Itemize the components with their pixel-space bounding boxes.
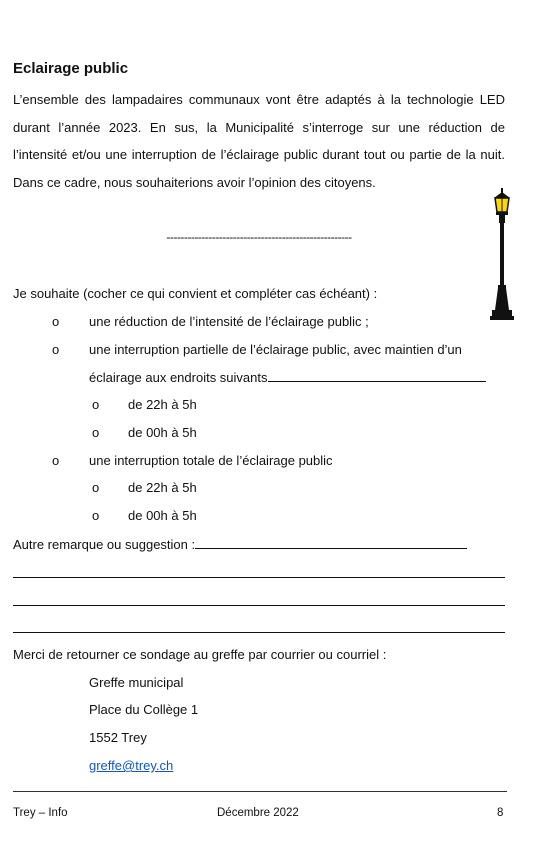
address-line-3: 1552 Trey	[89, 730, 147, 745]
remark-line-1[interactable]	[13, 577, 505, 578]
option-partial-places-label: éclairage aux endroits suivants	[89, 370, 268, 385]
option-partial-label: une interruption partielle de l’éclairage public, avec maintien d’un	[89, 342, 462, 357]
street-lamp-icon	[489, 188, 515, 322]
email-link[interactable]: greffe@trey.ch	[89, 758, 174, 773]
remark-blank-field[interactable]	[195, 535, 467, 549]
partial-00h-label: de 00h à 5h	[128, 425, 197, 440]
remark-line-3[interactable]	[13, 632, 505, 633]
remark-label: Autre remarque ou suggestion :	[13, 537, 196, 552]
total-00h-label: de 00h à 5h	[128, 508, 197, 523]
partial-22h-label: de 22h à 5h	[128, 397, 197, 412]
checkbox-partial-22h[interactable]: o	[92, 397, 100, 412]
survey-prompt: Je souhaite (cocher ce qui convient et compléter cas échéant) :	[13, 286, 378, 301]
footer-divider	[13, 791, 507, 792]
checkbox-option-intensity[interactable]: o	[52, 314, 60, 329]
footer-publication: Trey – Info	[13, 807, 68, 819]
remark-row	[13, 535, 467, 554]
checkbox-total-22h[interactable]: o	[92, 480, 100, 495]
option-total-label: une interruption totale de l’éclairage public	[89, 453, 333, 468]
checkbox-partial-00h[interactable]: o	[92, 425, 100, 440]
checkbox-option-total[interactable]: o	[52, 453, 60, 468]
option-partial-places	[89, 368, 486, 387]
address-line-2: Place du Collège 1	[89, 702, 199, 717]
return-instruction: Merci de retourner ce sondage au greffe par courrier ou courriel :	[13, 647, 387, 662]
remark-line-2[interactable]	[13, 605, 505, 606]
option-intensity-label: une réduction de l’intensité de l’éclairage public ;	[89, 314, 369, 329]
section-title: Eclairage public	[13, 60, 129, 77]
checkbox-option-partial[interactable]: o	[52, 342, 60, 357]
places-blank-field[interactable]	[268, 368, 486, 382]
total-22h-label: de 22h à 5h	[128, 480, 197, 495]
footer-page-number: 8	[497, 807, 504, 819]
checkbox-total-00h[interactable]: o	[92, 508, 100, 523]
dashed-separator: -----------------------------------------------------	[166, 230, 352, 244]
address-line-1: Greffe municipal	[89, 675, 184, 690]
footer-date: Décembre 2022	[217, 807, 299, 819]
intro-text: L’ensemble des lampadaires communaux vont être adaptés à la technologie LED durant l’année 2023. En sus, la Municipalité s’interroge sur une réduction de l’intensité et/ou une interruption de l’éclairage public durant tout ou partie de la nuit. Dans ce cadre, nous souhaiterions avoir l’opinion des citoyens.	[13, 92, 505, 190]
intro-paragraph	[13, 86, 505, 196]
